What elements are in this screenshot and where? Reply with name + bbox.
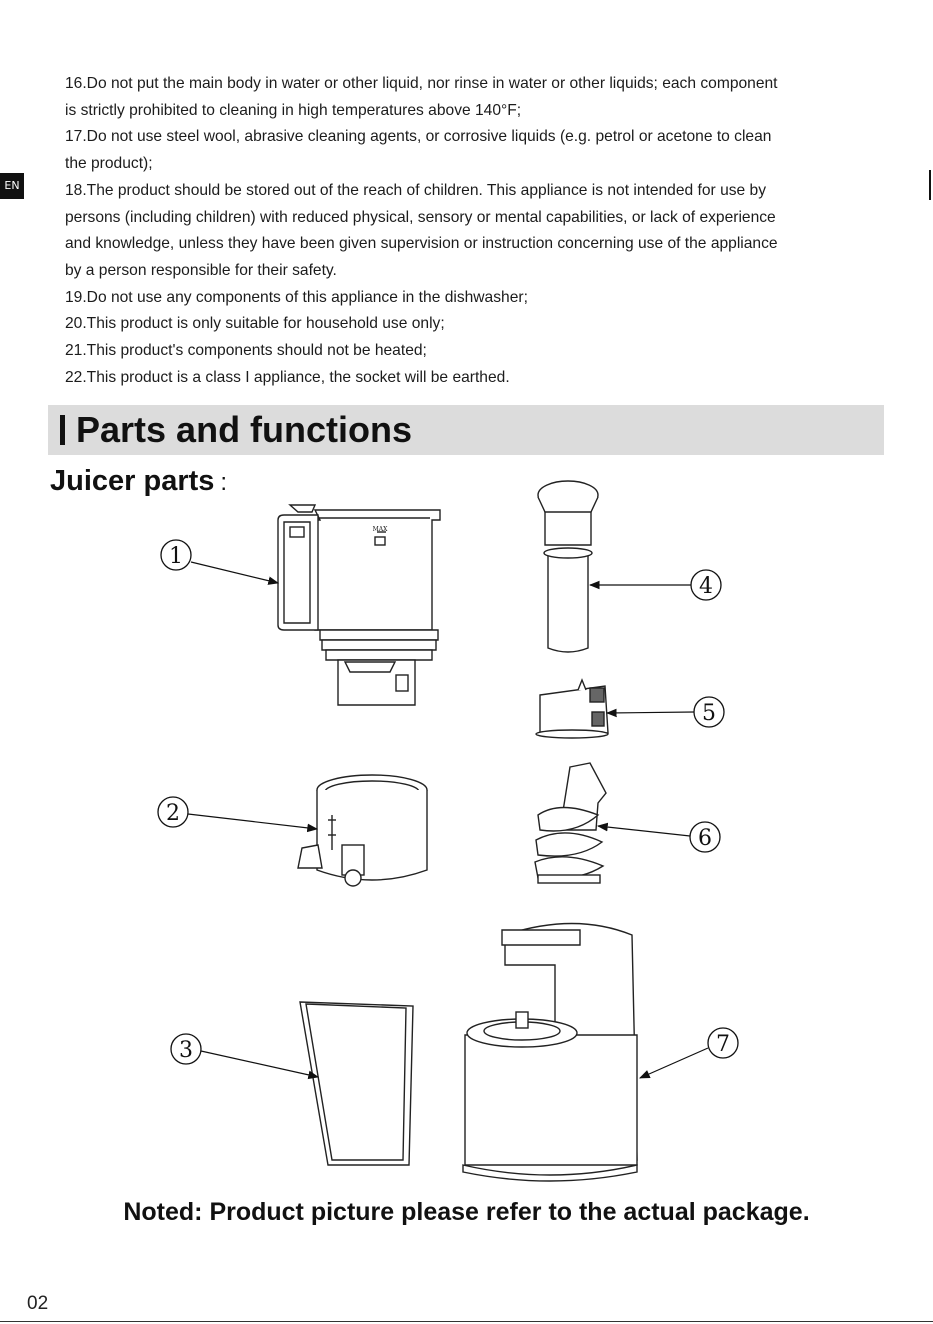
section-title: Parts and functions <box>76 409 413 450</box>
rule-line: the product); <box>65 155 153 173</box>
callout-7 <box>640 1028 738 1078</box>
rule-line: is strictly prohibited to cleaning in high temperatures above 140°F; <box>65 101 522 119</box>
section-marker <box>60 415 65 445</box>
rule-line: 16.Do not put the main body in water or other liquid, nor rinse in water or other liquids; each component <box>65 75 778 92</box>
safety-rules-list <box>65 71 895 391</box>
subsection-colon: : <box>220 469 228 496</box>
part-juice-cup <box>300 1002 413 1165</box>
rule-line: by a person responsible for their safety. <box>65 261 337 279</box>
part-number-label: 2 <box>166 801 180 826</box>
rule-line: 20.This product is only suitable for household use only; <box>65 315 445 333</box>
part-auger <box>535 763 606 883</box>
callout-3 <box>171 1034 318 1077</box>
callout-2 <box>158 797 317 829</box>
part-number-label: 7 <box>716 1032 730 1057</box>
language-tab: EN <box>0 173 24 199</box>
part-strainer-bowl <box>298 775 427 886</box>
package-note: Noted: Product picture please refer to the actual package. <box>123 1198 810 1226</box>
part-number-label: 3 <box>179 1038 193 1063</box>
section-header <box>48 405 884 455</box>
rule-line: persons (including children) with reduced physical, sensory or mental capabilities, or lack of experience <box>65 208 776 226</box>
callout-5 <box>607 697 724 727</box>
part-food-pusher <box>538 481 598 652</box>
rule-line: 21.This product's components should not be heated; <box>65 342 427 360</box>
rule-line: 18.The product should be stored out of the reach of children. This appliance is not intended for use by <box>65 181 767 199</box>
rule-line: 22.This product is a class I appliance, the socket will be earthed. <box>65 368 510 386</box>
rule-line: and knowledge, unless they have been given supervision or instruction concerning use of the appliance <box>65 235 778 253</box>
callout-4 <box>590 570 721 600</box>
subsection-title-text: Juicer parts <box>50 465 215 497</box>
bottom-divider <box>0 1321 933 1322</box>
page-number: 02 <box>27 1293 49 1314</box>
callout-6 <box>598 822 720 852</box>
part-main-body <box>463 924 637 1182</box>
part-number-label: 1 <box>169 544 183 569</box>
juicer-parts-diagram <box>0 470 933 1190</box>
edge-mark <box>929 170 931 200</box>
rule-line: 19.Do not use any components of this appliance in the dishwasher; <box>65 288 528 306</box>
callout-1 <box>161 540 278 583</box>
part-number-label: 4 <box>699 574 713 599</box>
part-filter-holder <box>536 680 608 738</box>
part-number-label: 6 <box>698 826 712 851</box>
part-number-label: 5 <box>702 701 716 726</box>
part-juicing-bowl <box>278 505 440 705</box>
max-marking: MAX <box>372 526 388 533</box>
rule-line: 17.Do not use steel wool, abrasive cleaning agents, or corrosive liquids (e.g. petrol or acetone to clean <box>65 128 772 146</box>
